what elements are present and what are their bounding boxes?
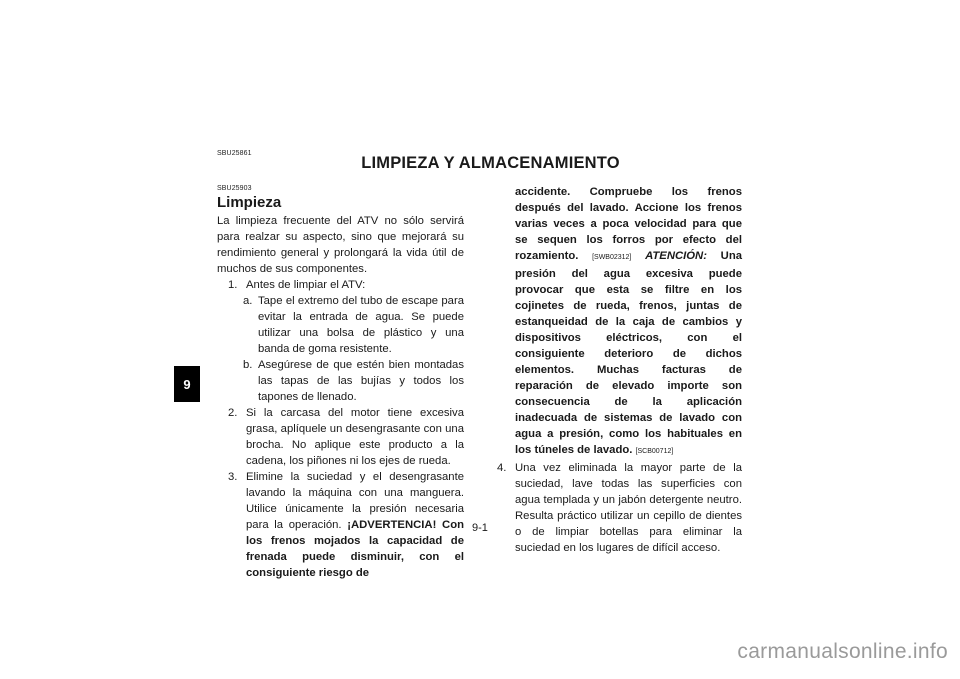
notice-label: ATENCIÓN: xyxy=(645,250,707,262)
step-3-cont-body xyxy=(515,184,742,460)
substep-letter: a. xyxy=(243,295,253,307)
step-number: 2. xyxy=(228,407,238,419)
section-code: SBU25903 xyxy=(217,185,252,192)
notice-text: Una presión del agua excesiva puede provocar que esta se filtre en los cojinetes de rueda, frenos, juntas de estanqueidad de la caja de cambios y dispositivos eléctricos, con el consiguiente deterioro de dichos elementos. Muchas facturas de reparación de elevado importe son consecuencia de la aplicación inadecuada de sistemas de lavado con agua a presión, como los habituales en los túneles de lavado. xyxy=(515,250,742,456)
substep-text: Tape el extremo del tubo de escape para evitar la entrada de agua. Se puede utilizar una bolsa de plástico y una banda de goma resistente. xyxy=(258,295,464,355)
substep-b xyxy=(243,357,464,405)
warning-code: [SWB02312] xyxy=(592,254,632,261)
chapter-title: LIMPIEZA Y ALMACENAMIENTO xyxy=(361,154,620,172)
step-2 xyxy=(228,405,464,469)
left-column xyxy=(217,184,464,581)
watermark: carmanualsonline.info xyxy=(737,640,948,663)
step-number: 3. xyxy=(228,471,238,483)
step-text: Elimine la suciedad y el desengrasante lavando la máquina con una manguera. Utilice únicamente la presión necesaria para la operación. xyxy=(246,471,464,531)
step-number: 1. xyxy=(228,279,238,291)
right-column xyxy=(497,184,742,556)
step-3-body xyxy=(246,469,464,581)
step-text: Antes de limpiar el ATV: xyxy=(246,279,366,291)
step-text: Si la carcasa del motor tiene excesiva grasa, aplíquele un desengrasante con una brocha. No aplique este producto a la cadena, los piñones ni los ejes de rueda. xyxy=(246,407,464,467)
substep-letter: b. xyxy=(243,359,253,371)
warning-text-end: accidente. Compruebe los frenos después del lavado. Accione los frenos varias veces a poca velocidad para que se sequen los forros por efecto del rozamiento. xyxy=(515,186,742,262)
page-number: 9-1 xyxy=(472,522,488,534)
substep-a xyxy=(243,293,464,357)
notice-code: [SCB00712] xyxy=(635,448,674,455)
chapter-code: SBU25861 xyxy=(217,150,252,157)
intro-paragraph: La limpieza frecuente del ATV no sólo servirá para realzar su aspecto, sino que mejorará su rendimiento general y prolongará la vida útil de muchos de sus componentes. xyxy=(217,215,464,275)
step-3-continued xyxy=(515,184,742,460)
step-1 xyxy=(228,277,464,293)
step-4 xyxy=(497,460,742,556)
section-title: Limpieza xyxy=(217,194,282,211)
step-text: Una vez eliminada la mayor parte de la suciedad, lave todas las superficies con agua templada y un jabón detergente neutro. Resulta práctico utilizar un cepillo de dientes o de limpiar botellas para eliminar la suciedad en los lugares de difícil acceso. xyxy=(515,462,742,554)
warning-label: ¡ADVERTENCIA! xyxy=(347,519,437,531)
step-number: 4. xyxy=(497,462,507,474)
warning-text-start: Con los frenos mojados la capacidad de frenada puede disminuir, con el consiguiente riesgo de xyxy=(246,519,464,579)
chapter-tab: 9 xyxy=(174,366,200,402)
step-3 xyxy=(228,469,464,581)
substep-text: Asegúrese de que estén bien montadas las tapas de las bujías y todos los tapones de llenado. xyxy=(258,359,464,403)
